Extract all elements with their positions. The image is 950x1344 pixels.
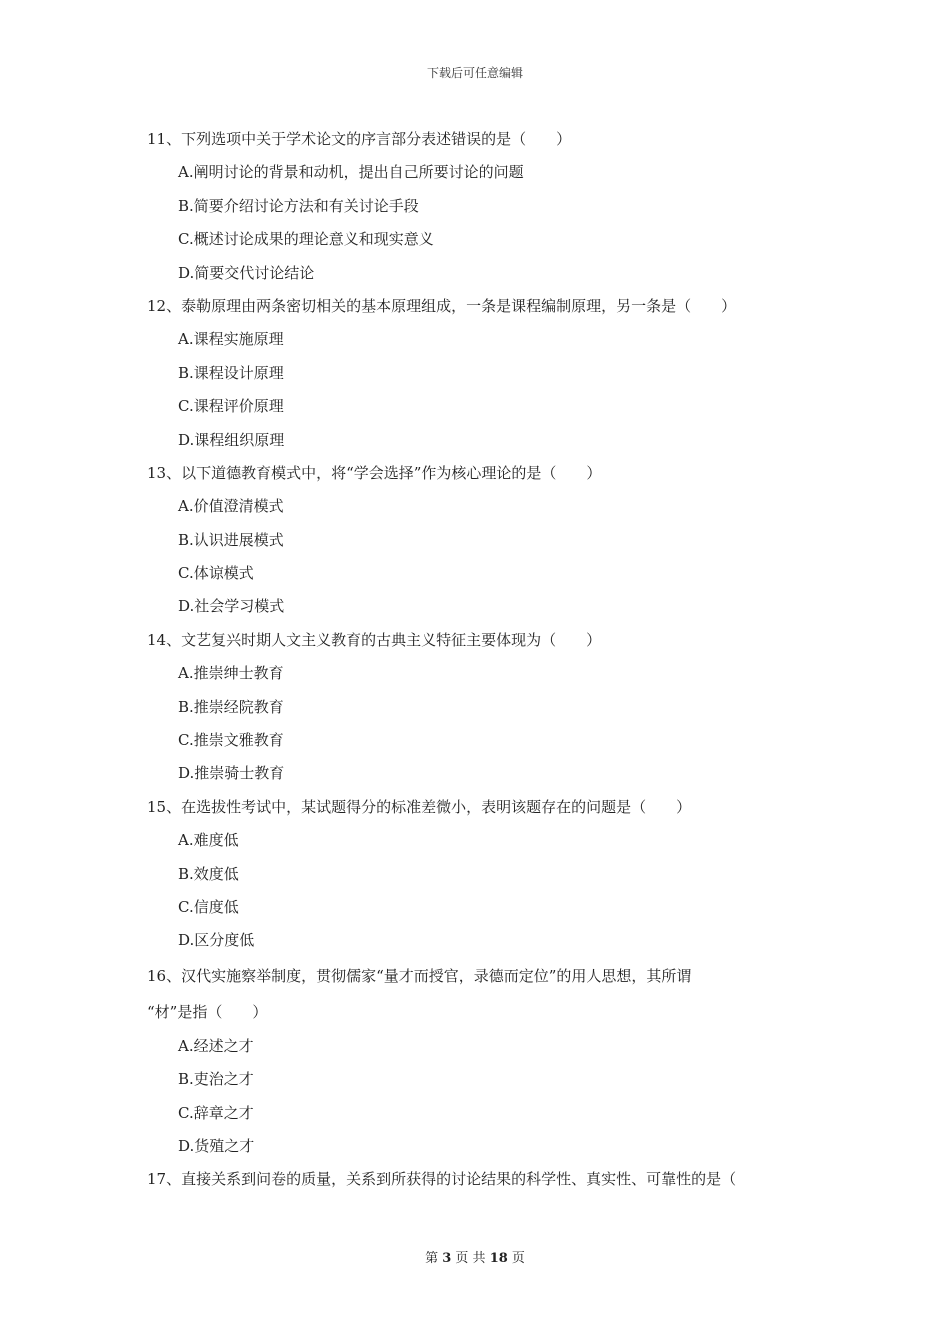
option-c: C.概述讨论成果的理论意义和现实意义 [178, 230, 434, 249]
option-d: D.课程组织原理 [178, 430, 285, 449]
question-stem: 17、直接关系到问卷的质量，关系到所获得的讨论结果的科学性、真实性、可靠性的是（ [147, 1170, 737, 1189]
question-stem: 13、以下道德教育模式中，将“学会选择”作为核心理论的是（ ） [147, 463, 602, 482]
option-a: A.课程实施原理 [178, 330, 284, 349]
page-footer [0, 1247, 950, 1266]
option-b: B.效度低 [178, 864, 239, 883]
option-a: A.难度低 [178, 831, 239, 850]
option-c: C.课程评价原理 [178, 397, 284, 416]
current-page-number: 3 [442, 1251, 452, 1266]
option-b: B.简要介绍讨论方法和有关讨论手段 [178, 196, 419, 215]
question-stem: 12、泰勒原理由两条密切相关的基本原理组成，一条是课程编制原理，另一条是（ ） [147, 296, 737, 315]
option-a: A.推崇绅士教育 [178, 664, 284, 683]
option-b: B.认识进展模式 [178, 530, 284, 549]
total-page-number: 18 [489, 1251, 508, 1266]
option-b: B.吏治之才 [178, 1070, 254, 1089]
question-16 [147, 958, 817, 1030]
option-a: A.经述之才 [178, 1036, 254, 1055]
option-d: D.社会学习模式 [178, 597, 285, 616]
page-header: 下载后可任意编辑 [426, 66, 523, 80]
question-14 [147, 624, 817, 791]
question-list [147, 123, 817, 1197]
footer-suffix: 页 [511, 1251, 525, 1266]
option-a: A.阐明讨论的背景和动机，提出自己所要讨论的问题 [178, 163, 524, 182]
question-stem: 15、在选拔性考试中，某试题得分的标准差微小，表明该题存在的问题是（ ） [147, 797, 692, 816]
option-d: D.货殖之才 [178, 1136, 255, 1155]
question-stem-continued: “材”是指（ ） [147, 1002, 268, 1021]
option-a: A.价值澄清模式 [178, 497, 284, 516]
footer-prefix: 第 [425, 1251, 439, 1266]
option-c: C.信度低 [178, 897, 239, 916]
question-15 [147, 791, 817, 958]
option-c: C.推崇文雅教育 [178, 731, 284, 750]
question-17 [147, 1163, 817, 1196]
question-16-options [147, 1030, 817, 1164]
option-c: C.辞章之才 [178, 1103, 254, 1122]
question-11 [147, 123, 817, 290]
option-b: B.课程设计原理 [178, 363, 284, 382]
question-stem: 16、汉代实施察举制度，贯彻儒家“量才而授官，录德而定位”的用人思想，其所谓 [147, 966, 692, 985]
option-b: B.推崇经院教育 [178, 697, 284, 716]
footer-middle: 页 共 [455, 1251, 486, 1266]
option-d: D.区分度低 [178, 931, 255, 950]
question-12 [147, 290, 817, 457]
question-13 [147, 457, 817, 624]
question-stem: 14、文艺复兴时期人文主义教育的古典主义特征主要体现为（ ） [147, 630, 602, 649]
option-d: D.简要交代讨论结论 [178, 263, 315, 282]
option-c: C.体谅模式 [178, 564, 254, 583]
question-stem: 11、下列选项中关于学术论文的序言部分表述错误的是（ ） [147, 130, 572, 148]
option-d: D.推崇骑士教育 [178, 764, 285, 783]
